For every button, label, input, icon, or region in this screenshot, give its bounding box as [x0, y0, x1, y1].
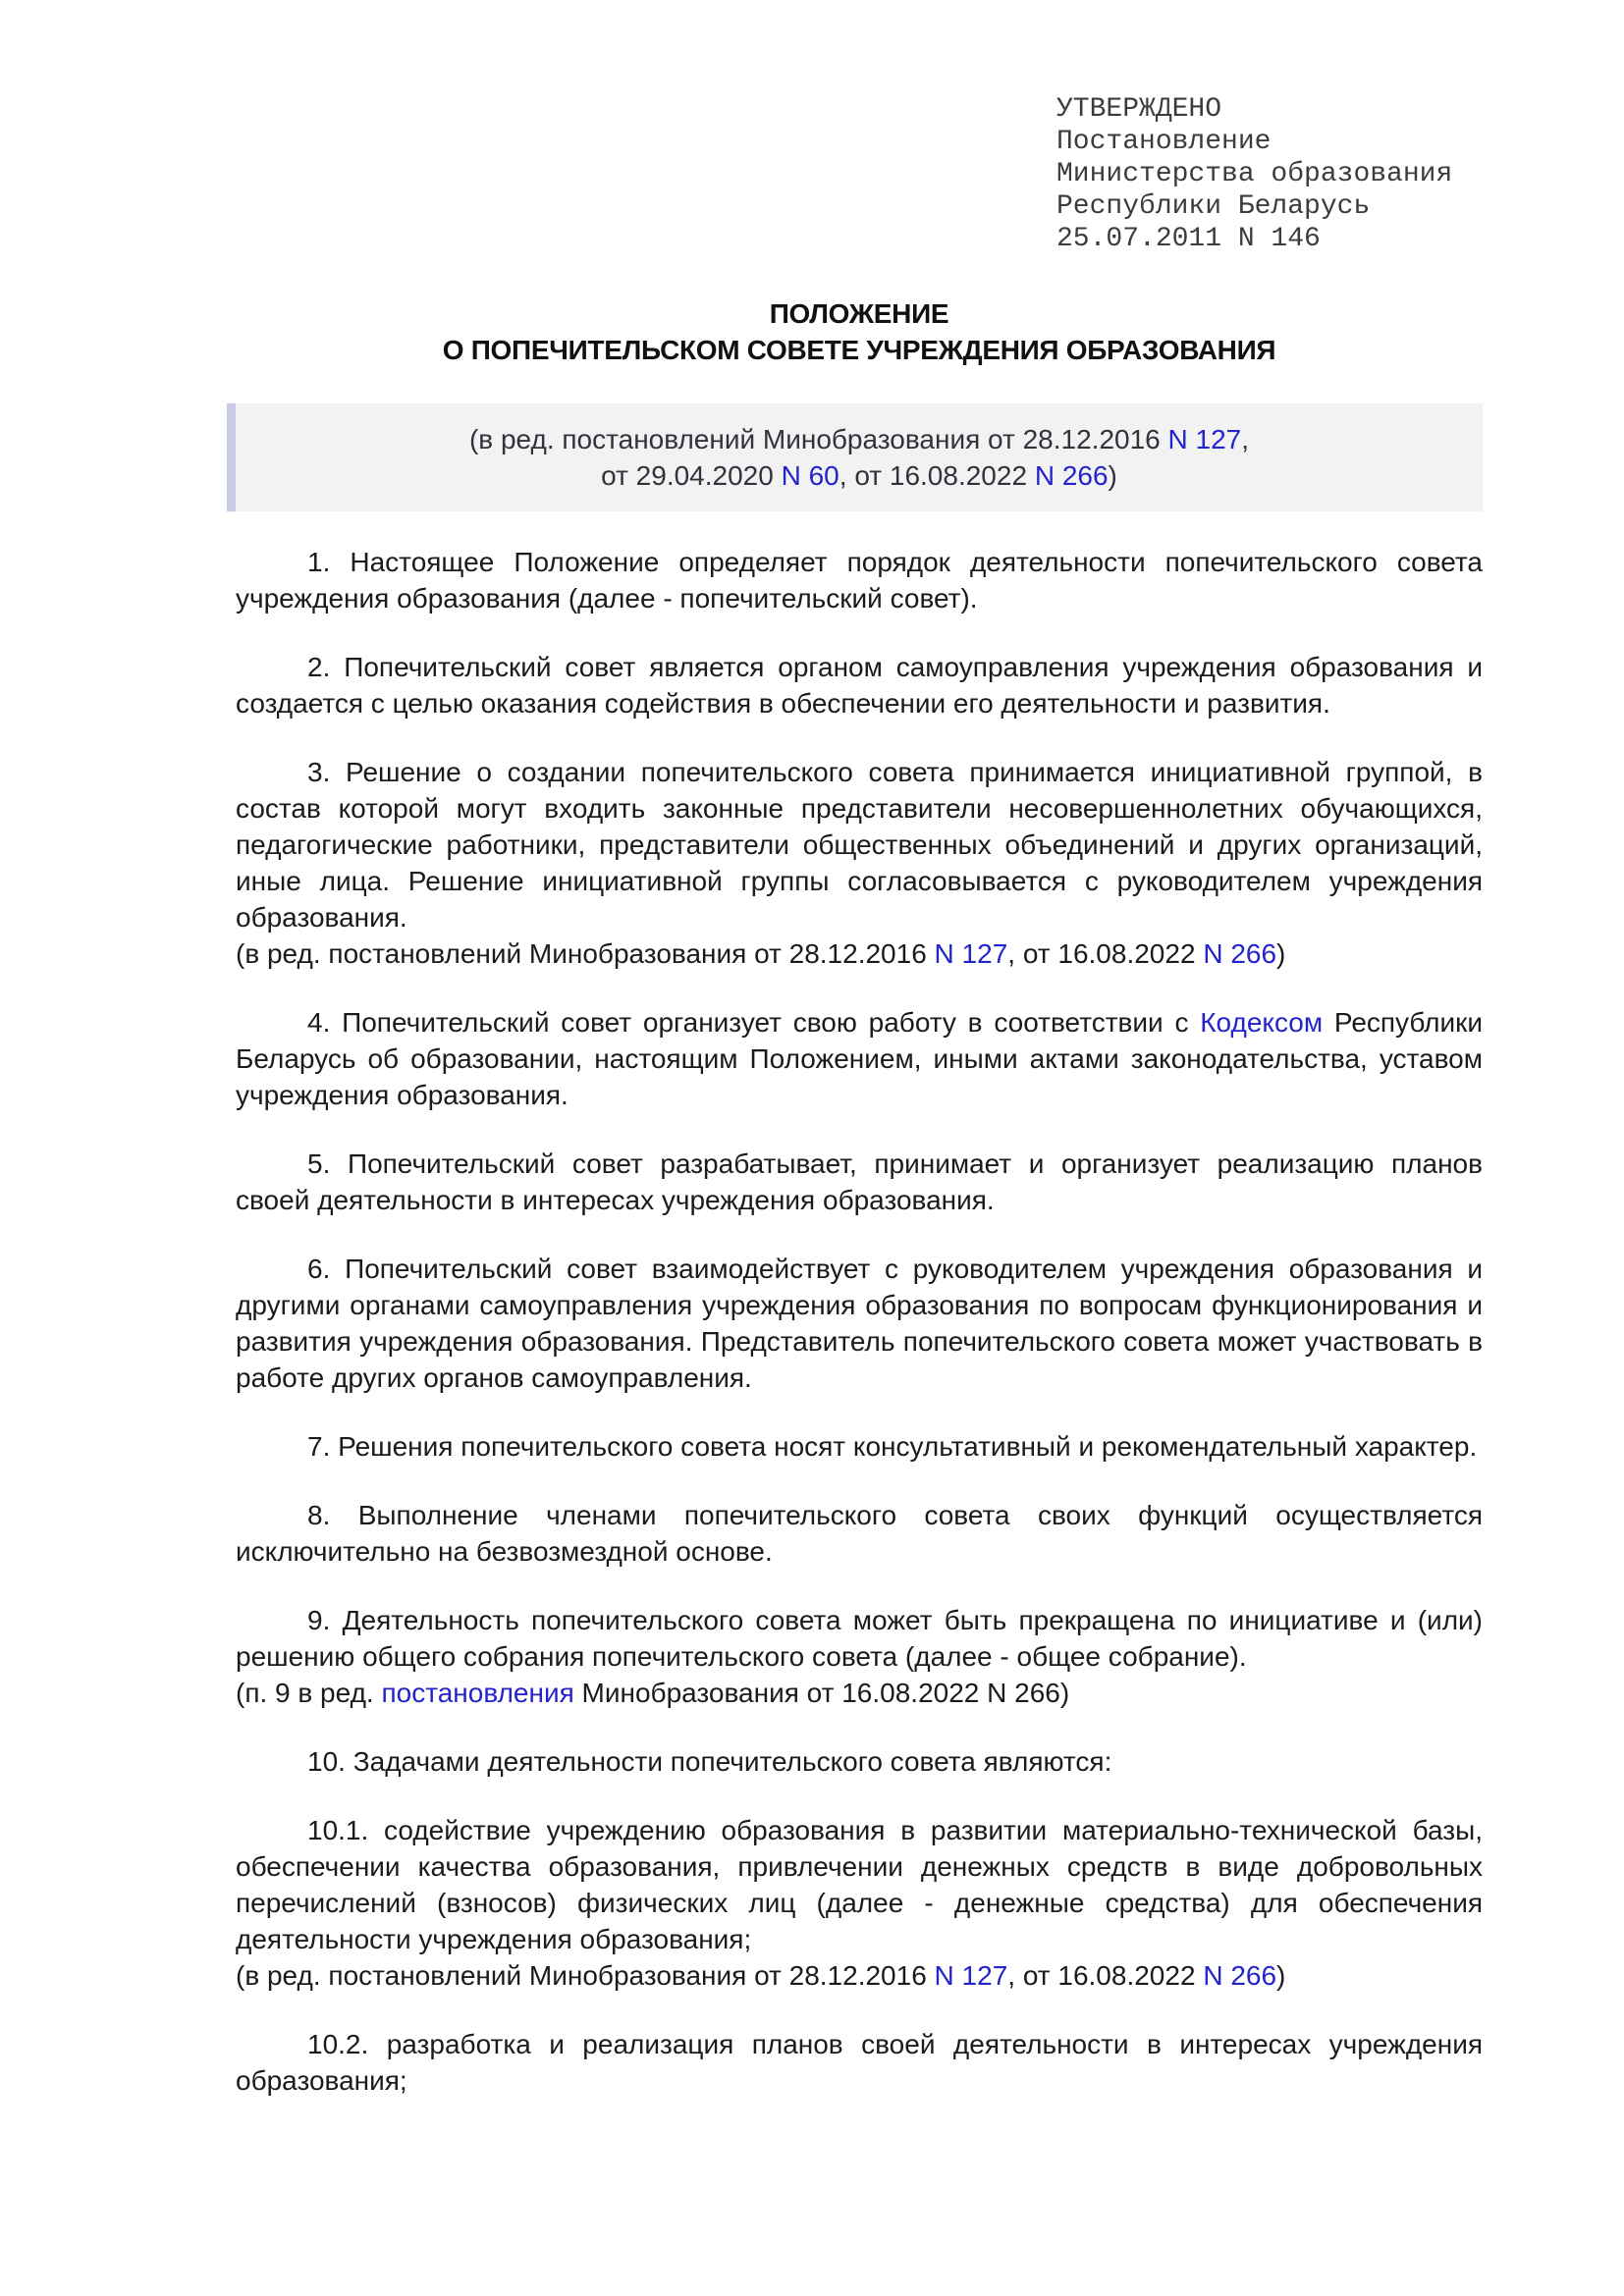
paragraph-10-1: 10.1. содействие учреждению образования в развитии материально-технической базы, обеспечении качества образования, привлечении денежных средств в виде добровольных перечислений (взносов) физических лиц (далее - денежные средства) для обеспечения деятельности учреждения образования; [236, 1815, 1483, 1954]
document-title-line1: ПОЛОЖЕНИЕ [769, 298, 949, 329]
doc-link[interactable]: Кодексом [1200, 1007, 1324, 1038]
paragraph-10: 10. Задачами деятельности попечительского совета являются: [307, 1746, 1112, 1777]
doc-link[interactable]: N 127 [934, 1960, 1008, 1991]
doc-link[interactable]: N 60 [781, 460, 839, 491]
paragraph-2: 2. Попечительский совет является органом самоуправления учреждения образования и создается с целью оказания содействия в обеспечении его деятельности и развития. [236, 652, 1483, 719]
document-title [236, 295, 1483, 368]
paragraph-10-2: 10.2. разработка и реализация планов своей деятельности в интересах учреждения образования; [236, 2029, 1483, 2096]
edition-box-line: от 29.04.2020 N 60, от 16.08.2022 N 266) [601, 460, 1117, 491]
approval-block [1056, 93, 1483, 255]
paragraph-1: 1. Настоящее Положение определяет порядок деятельности попечительского совета учреждения образования (далее - попечительский совет). [236, 547, 1483, 614]
doc-link[interactable]: N 266 [1203, 938, 1277, 969]
paragraph-6: 6. Попечительский совет взаимодействует с руководителем учреждения образования и другими органами самоуправления учреждения образования по вопросам функционирования и развития учреждения образования. Представитель попечительского совета может участвовать в работе других органов самоуправления. [236, 1254, 1483, 1393]
paragraph-7: 7. Решения попечительского совета носят консультативный и рекомендательный характер. [307, 1431, 1478, 1462]
doc-link[interactable]: N 127 [1167, 424, 1242, 454]
approval-line: УТВЕРЖДЕНО [1056, 94, 1222, 125]
doc-link[interactable]: N 266 [1034, 460, 1109, 491]
edition-note-paragraph-3: (в ред. постановлений Минобразования от 28.12.2016 N 127, от 16.08.2022 N 266) [236, 938, 1286, 969]
document-content [0, 93, 1624, 2099]
paragraph-3: 3. Решение о создании попечительского совета принимается инициативной группой, в состав которой могут входить законные представители несовершеннолетних обучающихся, педагогические работники, представители общественных объединений и других организаций, иные лица. Решение инициативной группы согласовывается с руководителем учреждения образования. [236, 757, 1483, 933]
paragraph-5: 5. Попечительский совет разрабатывает, принимает и организует реализацию планов своей деятельности в интересах учреждения образования. [236, 1148, 1483, 1215]
edition-note-paragraph-10-1: (в ред. постановлений Минобразования от 28.12.2016 N 127, от 16.08.2022 N 266) [236, 1960, 1286, 1991]
paragraph-9: 9. Деятельность попечительского совета может быть прекращена по инициативе и (или) решению общего собрания попечительского совета (далее - общее собрание). [236, 1605, 1483, 1672]
approval-line: Республики Беларусь [1056, 191, 1371, 222]
edition-note-paragraph-9: (п. 9 в ред. постановления Минобразования от 16.08.2022 N 266) [236, 1678, 1070, 1708]
doc-link[interactable]: N 266 [1203, 1960, 1277, 1991]
document-body [236, 544, 1483, 2099]
paragraph-4: 4. Попечительский совет организует свою работу в соответствии с Кодексом Республики Беларусь об образовании, настоящим Положением, иными актами законодательства, уставом учреждения образования. [236, 1007, 1484, 1110]
doc-link[interactable]: N 127 [934, 938, 1008, 969]
approval-line: 25.07.2011 N 146 [1056, 224, 1321, 254]
approval-line: Постановление [1056, 127, 1272, 157]
paragraph-8: 8. Выполнение членами попечительского совета своих функций осуществляется исключительно на безвозмездной основе. [236, 1500, 1483, 1567]
edition-note-box [227, 403, 1483, 511]
approval-line: Министерства образования [1056, 159, 1453, 189]
doc-link[interactable]: постановления [381, 1678, 574, 1708]
edition-box-line: (в ред. постановлений Минобразования от 28.12.2016 N 127, [468, 424, 1250, 454]
document-title-line2: О ПОПЕЧИТЕЛЬСКОМ СОВЕТЕ УЧРЕЖДЕНИЯ ОБРАЗОВАНИЯ [442, 335, 1276, 365]
